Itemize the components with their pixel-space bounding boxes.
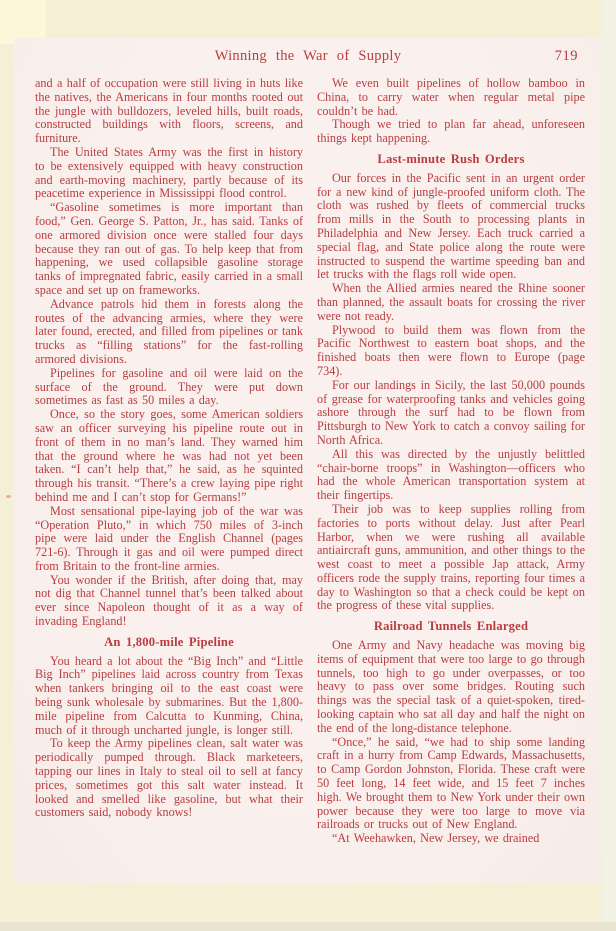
section-heading: An 1,800-mile Pipeline (104, 634, 234, 649)
paragraph: Though we tried to plan far ahead, unforeseen things kept happening. (317, 117, 585, 146)
paragraph: Plywood to build them was flown from the Pacific Northwest to eastern boat shops, and the finished boats then were flown to Europe (page 734). (317, 322, 585, 378)
right-column (317, 77, 585, 846)
text-columns (14, 65, 602, 846)
paragraph: “Gasoline sometimes is more important than food,” Gen. George S. Patton, Jr., has said. Tanks of one armored division once were stalled four days because they ran out of gas. To help keep that from happening, we used collapsible gasoline storage tanks of impregnated fabric, easily carried in a small space and set up on frameworks. (35, 200, 303, 297)
paragraph: For our landings in Sicily, the last 50,000 pounds of grease for waterproofing tanks and vehicles going ashore through the surf had to be flown from Pittsburgh to New York to catch a convoy sailing for North Africa. (317, 377, 585, 447)
running-head (14, 48, 602, 65)
paragraph: Once, so the story goes, some American soldiers saw an officer surveying his pipeline route out in front of them in no man’s land. They warned him that the ground where he was had not yet been taken. “I can’t help that,” he said, as he squinted through his transit. “There’s a crew laying pipe right behind me and I can’t stop for Germans!” (35, 407, 303, 504)
page-number: 719 (554, 48, 578, 64)
section-heading: Railroad Tunnels Enlarged (373, 619, 529, 634)
paragraph: Most sensational pipe-laying job of the war was “Operation Pluto,” in which 750 miles of 3-inch pipe were laid under the English Channel (pages 721-6). Through it gas and oil were pumped direct from Britain to the front-line armies. (35, 503, 303, 573)
paragraph: You heard a lot about the “Big Inch” and “Little Big Inch” pipelines laid across country from Texas when tankers bringing oil to the east coast were being sunk wholesale by submarines. But the 1,800-mile pipeline from Calcutta to Kunming, China, much of it through uncharted jungle, is longer still. (35, 653, 303, 737)
paragraph: Pipelines for gasoline and oil were laid on the surface of the ground. They were put down sometimes as fast as 50 miles a day. (35, 365, 303, 408)
paragraph: Their job was to keep supplies rolling from factories to ports without delay. Just after Pearl Harbor, when we were rushing all available antiaircraft guns, ammunition, and other things to the west coast to meet a possible Jap attack, Army officers rode the supply trains, reporting four times a day to Washington so that a check could be kept on the progress of these vital supplies. (317, 501, 586, 613)
page-title: Winning the War of Supply (214, 48, 402, 64)
scan-bottom-edge (0, 922, 616, 931)
paragraph: One Army and Navy headache was moving big items of equipment that were too large to go through tunnels, too high to go under overpasses, or too heavy to pass over some bridges. Routing such things was the special task of a quiet-spoken, tired-looking captain who sat all day and half the night on the end of the long-distance telephone. (317, 638, 585, 735)
paragraph: Our forces in the Pacific sent in an urgent order for a new kind of jungle-proofed uniform cloth. The cloth was rushed by fleets of commercial trucks from mills in the South to processing plants in Philadelphia and New Jersey. Each truck carried a special flag, and State police along the route were instructed to suspend the wartime speeding ban and let trucks with the flags roll wide open. (317, 170, 585, 282)
paragraph: All this was directed by the unjustly belittled “chair-borne troops” in Washington—officers who had the whole American transportation system at their fingertips. (317, 446, 585, 503)
book-page (14, 38, 602, 884)
paragraph: You wonder if the British, after doing that, may not dig that Channel tunnel that’s been talked about ever since Napoleon thought of it as a way of invading England! (35, 572, 303, 629)
paragraph: To keep the Army pipelines clean, salt water was periodically pumped through. Black marketeers, tapping our lines in Italy to steal oil to sell at fancy prices, sometimes got this salt water instead. It looked and smelled like gasoline, but what their customers said, nobody knows! (35, 736, 303, 820)
paragraph: “At Weehawken, New Jersey, we drained (332, 831, 540, 846)
scan-right-edge (602, 0, 616, 931)
scan-artifact (6, 495, 11, 498)
paragraph: “Once,” he said, “we had to ship some landing craft in a hurry from Camp Edwards, Massachusetts, to Camp Gordon Johnston, Florida. These craft were 50 feet long, 14 feet wide, and 15 feet 7 inches high. We brought them to New York under their own power because they were too large to move via railroads or trucks out of New England. (317, 734, 585, 832)
paragraph: Advance patrols hid them in forests along the routes of the advancing armies, where they were later found, erected, and filled from pipelines or tank trucks as “filling stations” for the fast-rolling armored divisions. (35, 296, 303, 366)
paragraph: When the Allied armies neared the Rhine sooner than planned, the assault boats for crossing the river were not ready. (317, 281, 585, 323)
section-heading: Last-minute Rush Orders (377, 151, 525, 166)
paragraph: and a half of occupation were still living in huts like the natives, the Americans in four months rooted out the jungle with bulldozers, leveled hills, built roads, constructed buildings with floors, screens, and furniture. (35, 76, 303, 146)
paragraph: We even built pipelines of hollow bamboo in China, to carry water when regular metal pipe couldn’t be had. (317, 76, 585, 118)
paragraph: The United States Army was the first in history to be extensively equipped with heavy construction and earth-moving machinery, partly because of its peacetime experience in Mississippi flood control. (35, 144, 303, 201)
left-column (35, 77, 303, 846)
